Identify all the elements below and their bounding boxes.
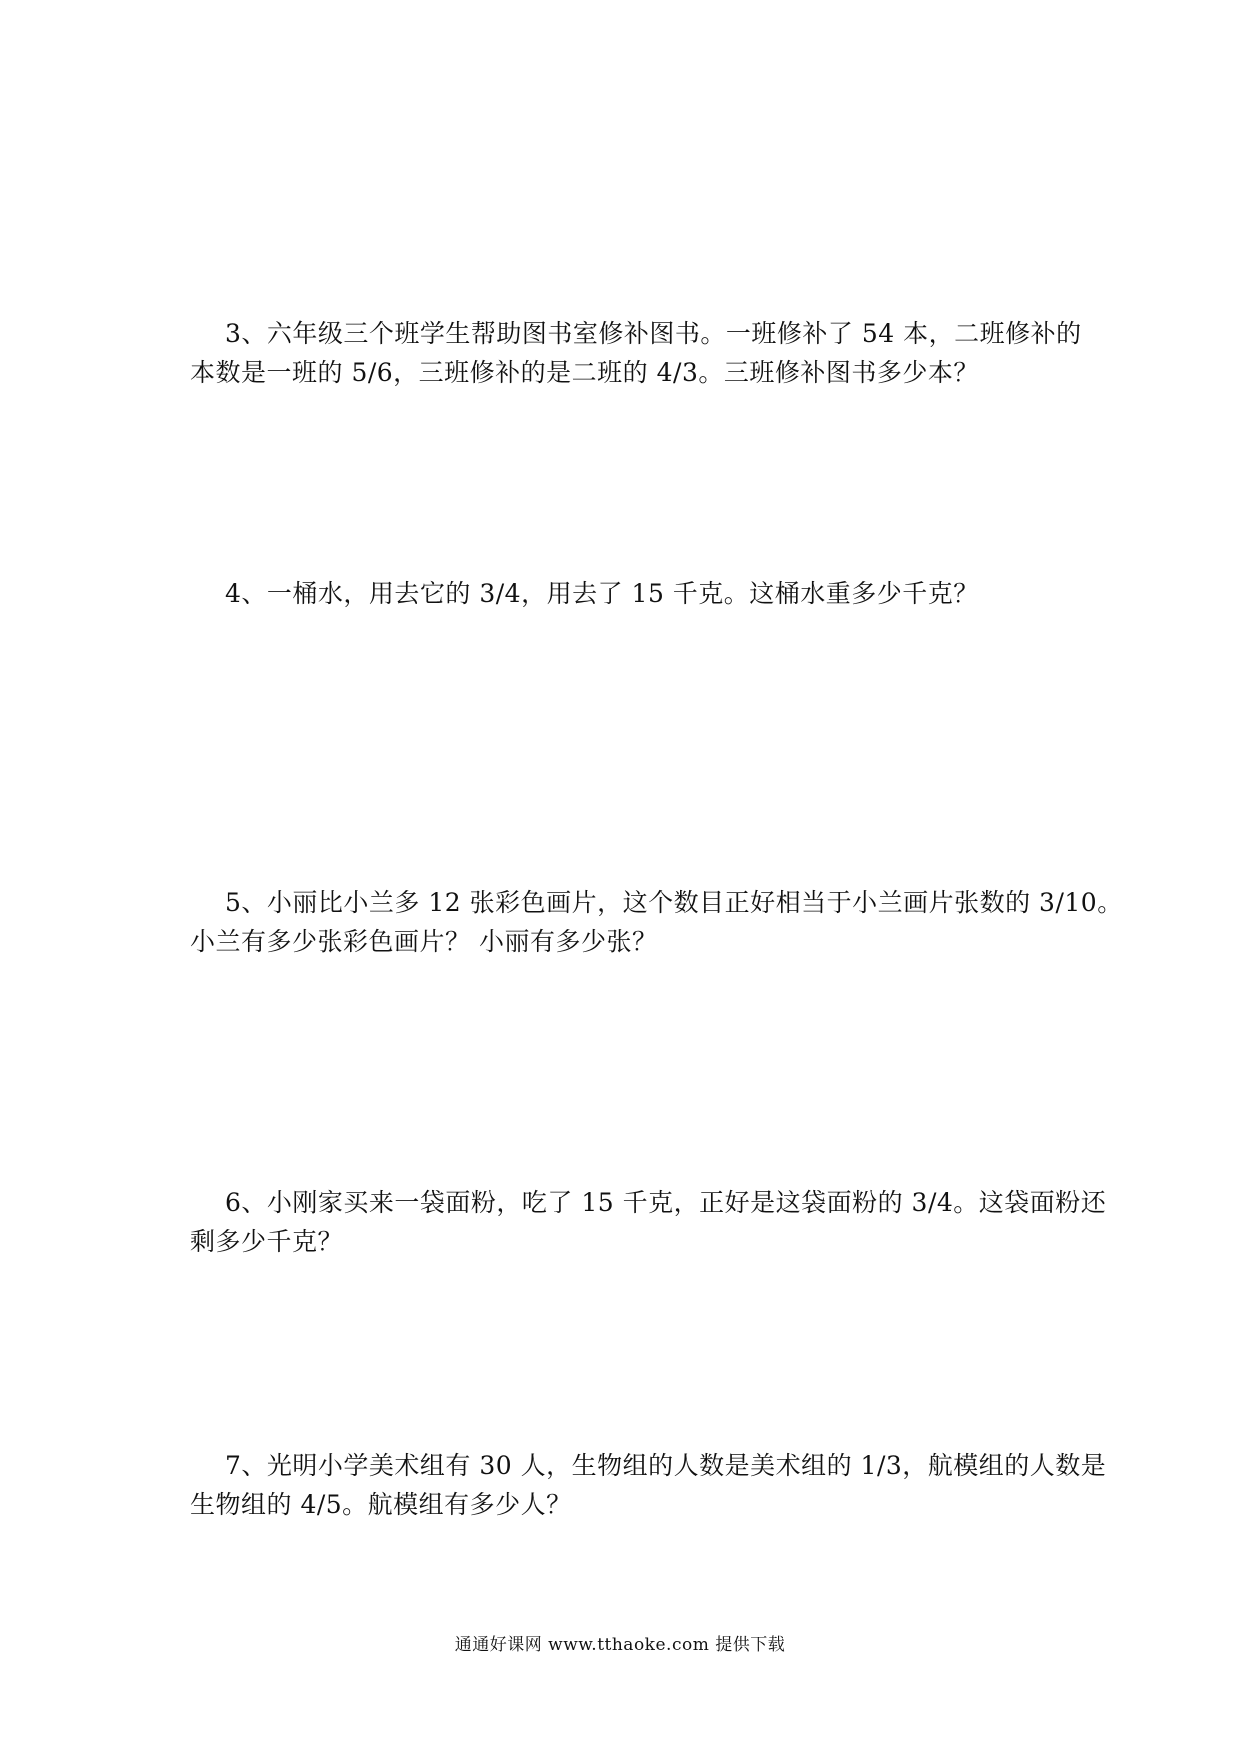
question-6-line-2: 剩多少千克？ xyxy=(190,1227,344,1256)
question-5-line-1: 5、小丽比小兰多 12 张彩色画片，这个数目正好相当于小兰画片张数的 3/10。 xyxy=(225,888,1123,917)
question-5 xyxy=(190,883,1123,961)
question-3-line-1: 3、六年级三个班学生帮助图书室修补图书。一班修补了 54 本，二班修补的 xyxy=(225,319,1082,348)
question-6-line-1: 6、小刚家买来一袋面粉，吃了 15 千克，正好是这袋面粉的 3/4。这袋面粉还 xyxy=(225,1188,1107,1217)
footer-source-text: 通通好课网 www.tthaoke.com 提供下载 xyxy=(454,1635,786,1655)
question-6 xyxy=(190,1183,1107,1261)
question-3 xyxy=(190,314,1082,392)
question-5-line-2: 小兰有多少张彩色画片？ 小丽有多少张？ xyxy=(190,927,658,956)
question-7-line-2: 生物组的 4/5。航模组有多少人？ xyxy=(190,1490,572,1519)
question-3-line-2: 本数是一班的 5/6，三班修补的是二班的 4/3。三班修补图书多少本？ xyxy=(190,358,979,387)
question-4-line-1: 4、一桶水，用去它的 3/4，用去了 15 千克。这桶水重多少千克？ xyxy=(225,579,979,608)
question-7 xyxy=(190,1446,1107,1524)
question-7-line-1: 7、光明小学美术组有 30 人，生物组的人数是美术组的 1/3，航模组的人数是 xyxy=(225,1451,1107,1480)
question-4 xyxy=(190,574,1070,613)
